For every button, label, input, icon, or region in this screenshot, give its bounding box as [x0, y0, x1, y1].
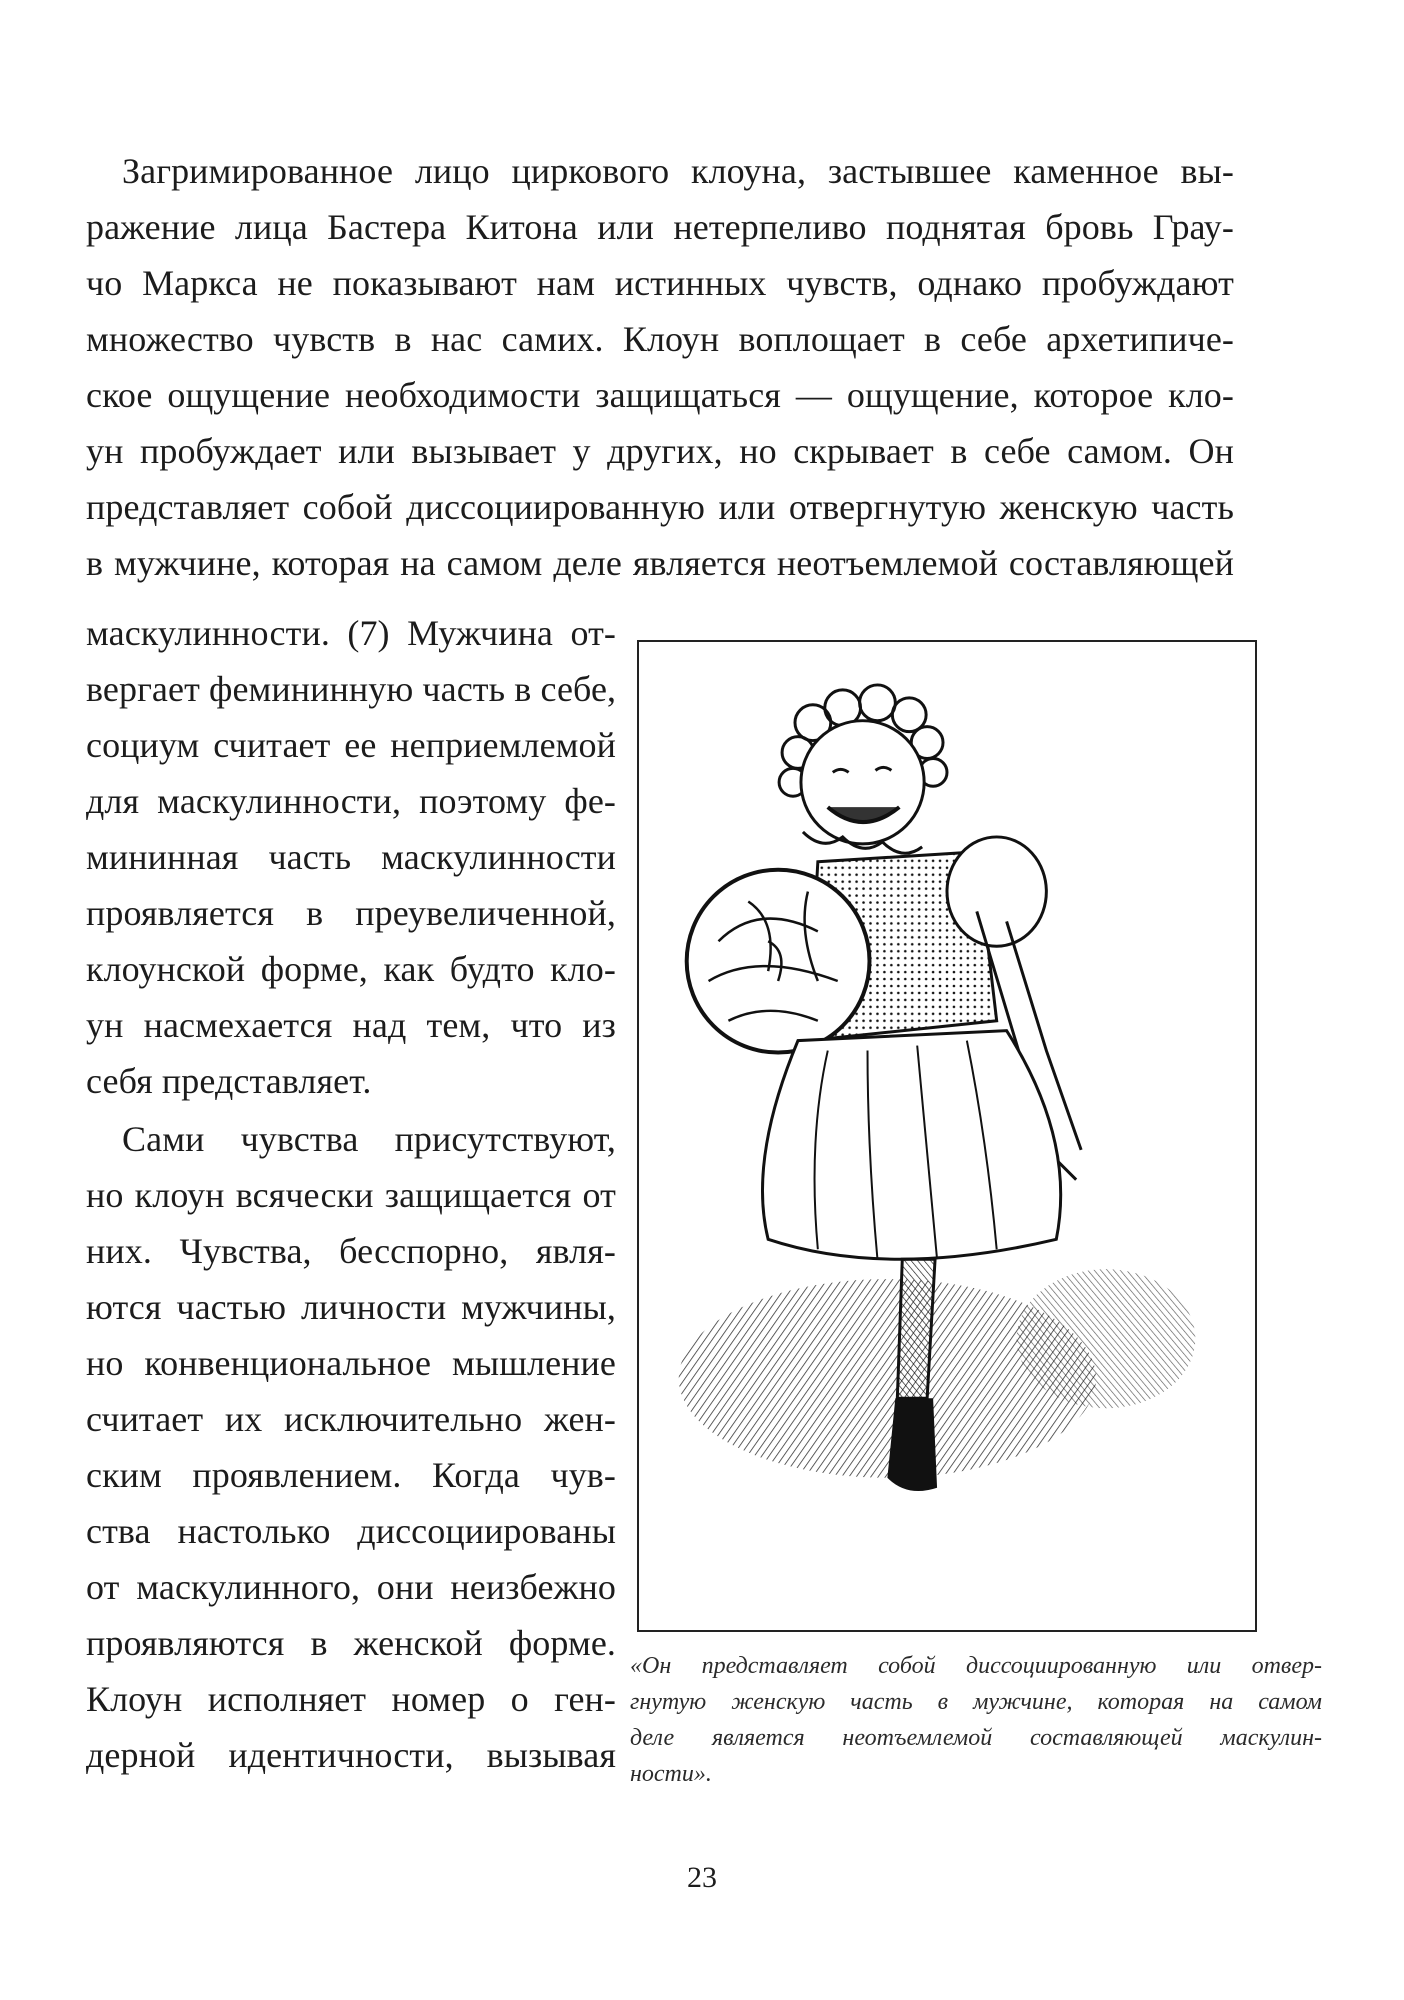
figure-caption-line: ности». — [630, 1761, 712, 1787]
body-text-line: дерной идентичности, вызывая — [86, 1735, 616, 1775]
page-number: 23 — [687, 1861, 717, 1894]
body-text-line: ства настолько диссоциированы — [86, 1511, 616, 1551]
body-text-line: ун пробуждает или вызывает у других, но скрывает в себе самом. Он — [86, 431, 1234, 471]
body-text-line: проявляются в женской форме. — [86, 1623, 616, 1663]
body-text-line: проявляется в преувеличенной, — [86, 893, 616, 933]
figure-caption-line: деле является неотъемлемой составляющей маскулин- — [630, 1725, 1322, 1751]
body-text-line: ются частью личности мужчины, — [86, 1287, 616, 1327]
body-text-line: ун насмехается над тем, что из — [86, 1005, 616, 1045]
body-text-line: маскулинности. (7) Мужчина от- — [86, 613, 616, 653]
figure-caption-line: «Он представляет собой диссоциированную или отвер- — [630, 1653, 1322, 1679]
clown-illustration — [637, 640, 1257, 1632]
body-text-line: себя представляет. — [86, 1061, 372, 1101]
clown-drawing — [639, 642, 1255, 1630]
body-text-line: множество чувств в нас самих. Клоун воплощает в себе архетипиче- — [86, 319, 1234, 359]
body-text-line: чо Маркса не показывают нам истинных чувств, однако пробуждают — [86, 263, 1234, 303]
body-text-line: считает их исключительно жен- — [86, 1399, 616, 1439]
body-text-line: Загримированное лицо циркового клоуна, застывшее каменное вы- — [122, 151, 1234, 191]
body-text-line: ражение лица Бастера Китона или нетерпеливо поднятая бровь Грау- — [86, 207, 1234, 247]
body-text-line: социум считает ее неприемлемой — [86, 725, 616, 765]
body-text-line: мининная часть маскулинности — [86, 837, 616, 877]
body-text-line: от маскулинного, они неизбежно — [86, 1567, 616, 1607]
body-text-line: них. Чувства, бесспорно, явля- — [86, 1231, 616, 1271]
body-text-line: но клоун всячески защищается от — [86, 1175, 616, 1215]
body-text-line: Клоун исполняет номер о ген- — [86, 1679, 616, 1719]
body-text-line: ское ощущение необходимости защищаться — ощущение, которое кло- — [86, 375, 1234, 415]
body-text-line: ским проявлением. Когда чув- — [86, 1455, 616, 1495]
body-text-line: представляет собой диссоциированную или отвергнутую женскую часть — [86, 487, 1234, 527]
body-text-line: Сами чувства присутствуют, — [122, 1119, 616, 1159]
body-text-line: но конвенциональное мышление — [86, 1343, 616, 1383]
body-text-line: клоунской форме, как будто кло- — [86, 949, 616, 989]
body-text-line: для маскулинности, поэтому фе- — [86, 781, 616, 821]
figure-caption-line: гнутую женскую часть в мужчине, которая на самом — [630, 1689, 1322, 1715]
body-text-line: вергает фемининную часть в себе, — [86, 669, 617, 709]
body-text-line: в мужчине, которая на самом деле является неотъемлемой составляющей — [86, 543, 1234, 583]
